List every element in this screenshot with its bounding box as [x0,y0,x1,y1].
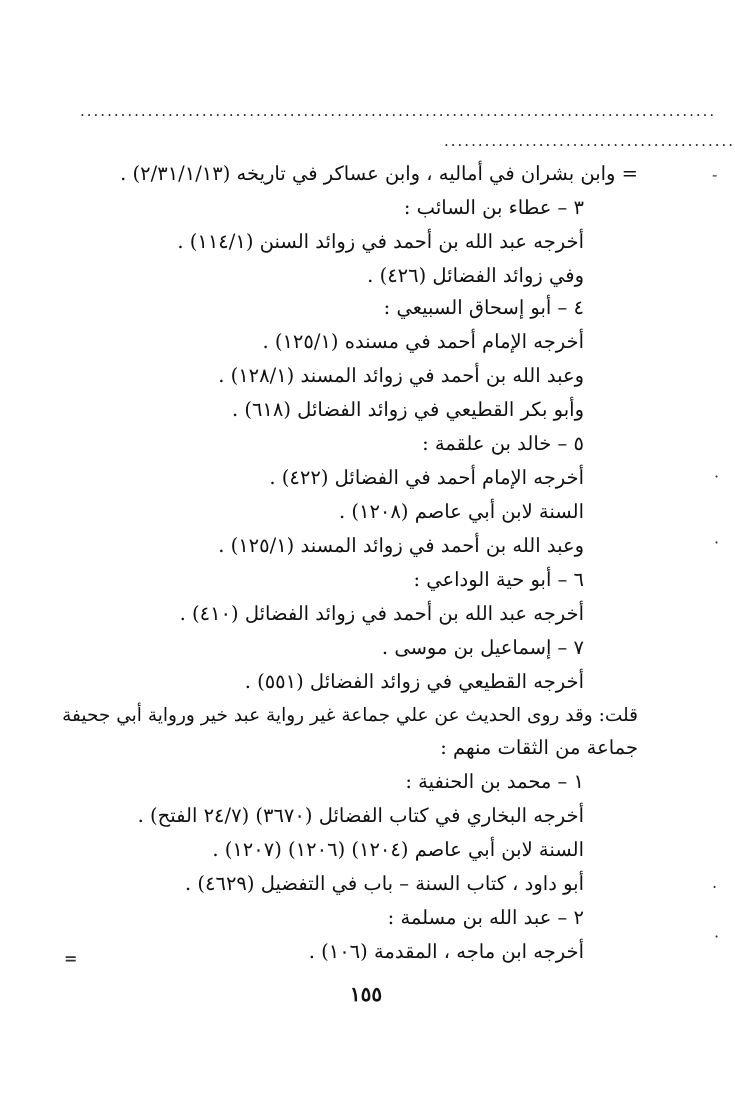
margin-mark: · [714,467,720,486]
margin-mark: · [714,533,720,552]
text-line: أخرجه القطيعي في زوائد الفضائل (٥٥١) . [244,670,584,693]
text-line: أخرجه ابن ماجه ، المقدمة (١٠٦) . [308,940,584,963]
text-line: أخرجه البخاري في كتاب الفضائل (٣٦٧٠) (٢٤/٧ الفتح) . [137,804,584,827]
text-line: أبو داود ، كتاب السنة – باب في التفضيل (٤٦٢٩) . [184,872,584,895]
text-line: ٢ – عبد الله بن مسلمة : [387,906,584,929]
text-line: ٥ – خالد بن علقمة : [422,432,584,455]
text-line: ٤ – أبو إسحاق السبيعي : [383,296,584,319]
text-line: وأبو بكر القطيعي في زوائد الفضائل (٦١٨) . [231,398,584,421]
text-line: السنة لابن أبي عاصم (١٢٠٨) . [338,500,584,523]
text-line: ٧ – إسماعيل بن موسى . [381,636,584,659]
text-line: أخرجه الإمام أحمد في الفضائل (٤٢٢) . [269,466,584,489]
text-line: وفي زوائد الفضائل (٤٢٦) . [367,264,584,287]
text-line: ٣ – عطاء بن السائب : [403,196,584,219]
text-line: جماعة من الثقات منهم : [440,736,638,759]
text-line: أخرجه عبد الله بن أحمد في زوائد السنن (١١٤/١) . [177,230,584,253]
page-number: ١٥٥ [349,982,383,1006]
margin-mark: . [712,873,718,892]
text-line: ١ – محمد بن الحنفية : [405,770,584,793]
text-line: أخرجه الإمام أحمد في مسنده (١٢٥/١) . [262,330,584,353]
text-line: قلت: وقد روى الحديث عن علي جماعة غير رواية عبد خير ورواية أبي جحيفة [62,705,638,726]
margin-mark: = [64,949,78,968]
text-line: وعبد الله بن أحمد في زوائد المسند (١٢٥/١) . [218,534,584,557]
text-line: = وابن بشران في أماليه ، وابن عساكر في تاريخه (٢/٣١/١/١٣) . [120,162,638,185]
text-line: وعبد الله بن أحمد في زوائد المسند (١٢٨/١) . [218,364,584,387]
separator-dots-top: .............................................................................................. [80,102,717,120]
margin-mark: · [714,927,720,946]
text-line: ٦ – أبو حية الوداعي : [413,568,584,591]
text-line: السنة لابن أبي عاصم (١٢٠٤) (١٢٠٦) (١٢٠٧) . [212,838,584,861]
separator-dots-short: ........................................... [444,132,735,150]
margin-mark: - [712,165,718,184]
text-line: أخرجه عبد الله بن أحمد في زوائد الفضائل (٤١٠) . [179,602,584,625]
